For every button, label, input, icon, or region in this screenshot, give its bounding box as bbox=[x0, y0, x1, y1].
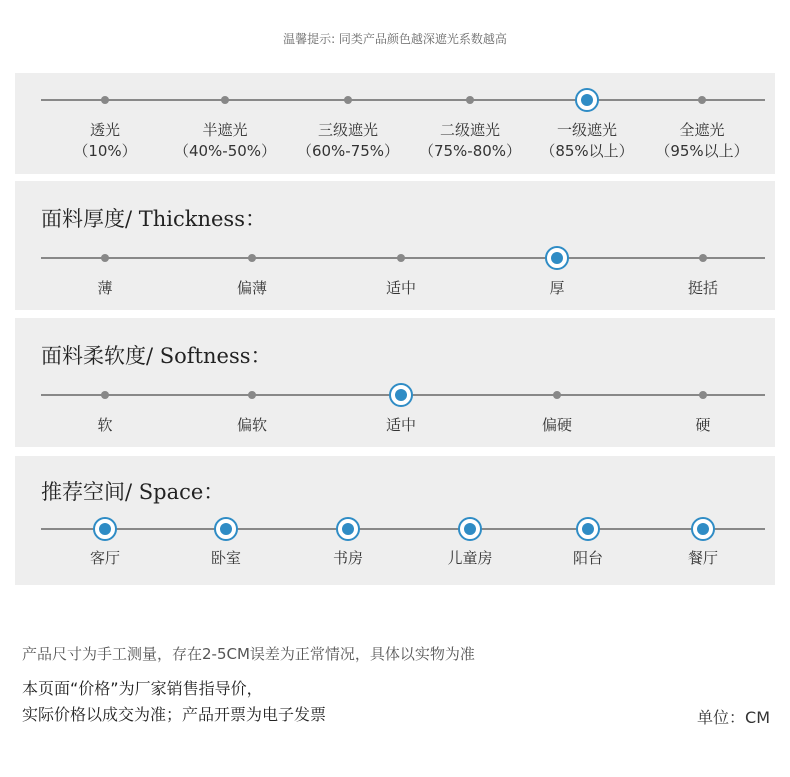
thickness-label-2: 适中 bbox=[385, 279, 416, 297]
thickness-point-4[interactable] bbox=[699, 254, 707, 262]
thickness-point-2[interactable] bbox=[397, 254, 405, 262]
space-label-5: 餐厅 bbox=[687, 549, 718, 567]
shading-label: 全遮光 bbox=[679, 121, 725, 139]
softness-point-2[interactable] bbox=[389, 383, 413, 407]
shading-point-2[interactable] bbox=[344, 96, 352, 104]
thickness-point-1[interactable] bbox=[248, 254, 256, 262]
space-point-0[interactable] bbox=[93, 517, 117, 541]
space-label-2: 书房 bbox=[332, 549, 363, 567]
shading-range: （95%以上） bbox=[655, 142, 749, 160]
softness-point-3[interactable] bbox=[553, 391, 561, 399]
space-title: 推荐空间/ Space： bbox=[41, 480, 225, 504]
shading-range: （60%-75%） bbox=[296, 142, 400, 160]
thickness-point-3[interactable] bbox=[545, 246, 569, 270]
space-label-3: 儿童房 bbox=[447, 549, 493, 567]
softness-title: 面料柔软度/ Softness： bbox=[41, 344, 272, 368]
softness-label-2: 适中 bbox=[385, 416, 416, 434]
shading-panel bbox=[15, 73, 775, 174]
shading-range: （85%以上） bbox=[540, 142, 634, 160]
thickness-label-0: 薄 bbox=[97, 279, 113, 297]
space-point-2[interactable] bbox=[336, 517, 360, 541]
shading-range: （10%） bbox=[73, 142, 137, 160]
softness-label-1: 偏软 bbox=[236, 416, 267, 434]
thickness-point-0[interactable] bbox=[101, 254, 109, 262]
price-note-line-1: 本页面“价格”为厂家销售指导价， bbox=[22, 679, 263, 698]
shading-range: （75%-80%） bbox=[418, 142, 522, 160]
space-panel bbox=[15, 456, 775, 585]
shading-label: 半遮光 bbox=[202, 121, 248, 139]
shading-label: 一级遮光 bbox=[556, 121, 617, 139]
measurement-note: 产品尺寸为手工测量，存在2-5CM误差为正常情况，具体以实物为准 bbox=[22, 645, 475, 663]
price-note bbox=[22, 676, 326, 728]
softness-point-4[interactable] bbox=[699, 391, 707, 399]
softness-label-0: 软 bbox=[97, 416, 113, 434]
shading-point-1[interactable] bbox=[221, 96, 229, 104]
unit-label: 单位：CM bbox=[697, 708, 770, 727]
space-point-5[interactable] bbox=[691, 517, 715, 541]
space-label-4: 阳台 bbox=[572, 549, 603, 567]
thickness-label-4: 挺括 bbox=[687, 279, 718, 297]
shading-option-2 bbox=[278, 120, 418, 162]
softness-panel bbox=[15, 318, 775, 447]
shading-point-0[interactable] bbox=[101, 96, 109, 104]
space-point-1[interactable] bbox=[214, 517, 238, 541]
space-label-0: 客厅 bbox=[89, 549, 120, 567]
shading-point-5[interactable] bbox=[698, 96, 706, 104]
thickness-panel bbox=[15, 181, 775, 310]
tip-text: 温馨提示: 同类产品颜色越深遮光系数越高 bbox=[283, 32, 507, 46]
shading-point-3[interactable] bbox=[466, 96, 474, 104]
space-point-4[interactable] bbox=[576, 517, 600, 541]
shading-label: 透光 bbox=[89, 121, 120, 139]
softness-point-0[interactable] bbox=[101, 391, 109, 399]
thickness-label-3: 厚 bbox=[549, 279, 565, 297]
shading-range: （40%-50%） bbox=[173, 142, 277, 160]
thickness-title: 面料厚度/ Thickness： bbox=[41, 207, 266, 231]
shading-option-0 bbox=[35, 120, 175, 162]
shading-label: 二级遮光 bbox=[439, 121, 500, 139]
shading-label: 三级遮光 bbox=[317, 121, 378, 139]
shading-option-5 bbox=[632, 120, 772, 162]
space-point-3[interactable] bbox=[458, 517, 482, 541]
thickness-label-1: 偏薄 bbox=[236, 279, 267, 297]
space-label-1: 卧室 bbox=[210, 549, 241, 567]
softness-point-1[interactable] bbox=[248, 391, 256, 399]
softness-label-3: 偏硬 bbox=[541, 416, 572, 434]
shading-option-1 bbox=[155, 120, 295, 162]
softness-label-4: 硬 bbox=[695, 416, 711, 434]
price-note-line-2: 实际价格以成交为准；产品开票为电子发票 bbox=[22, 705, 327, 724]
shading-point-4[interactable] bbox=[575, 88, 599, 112]
